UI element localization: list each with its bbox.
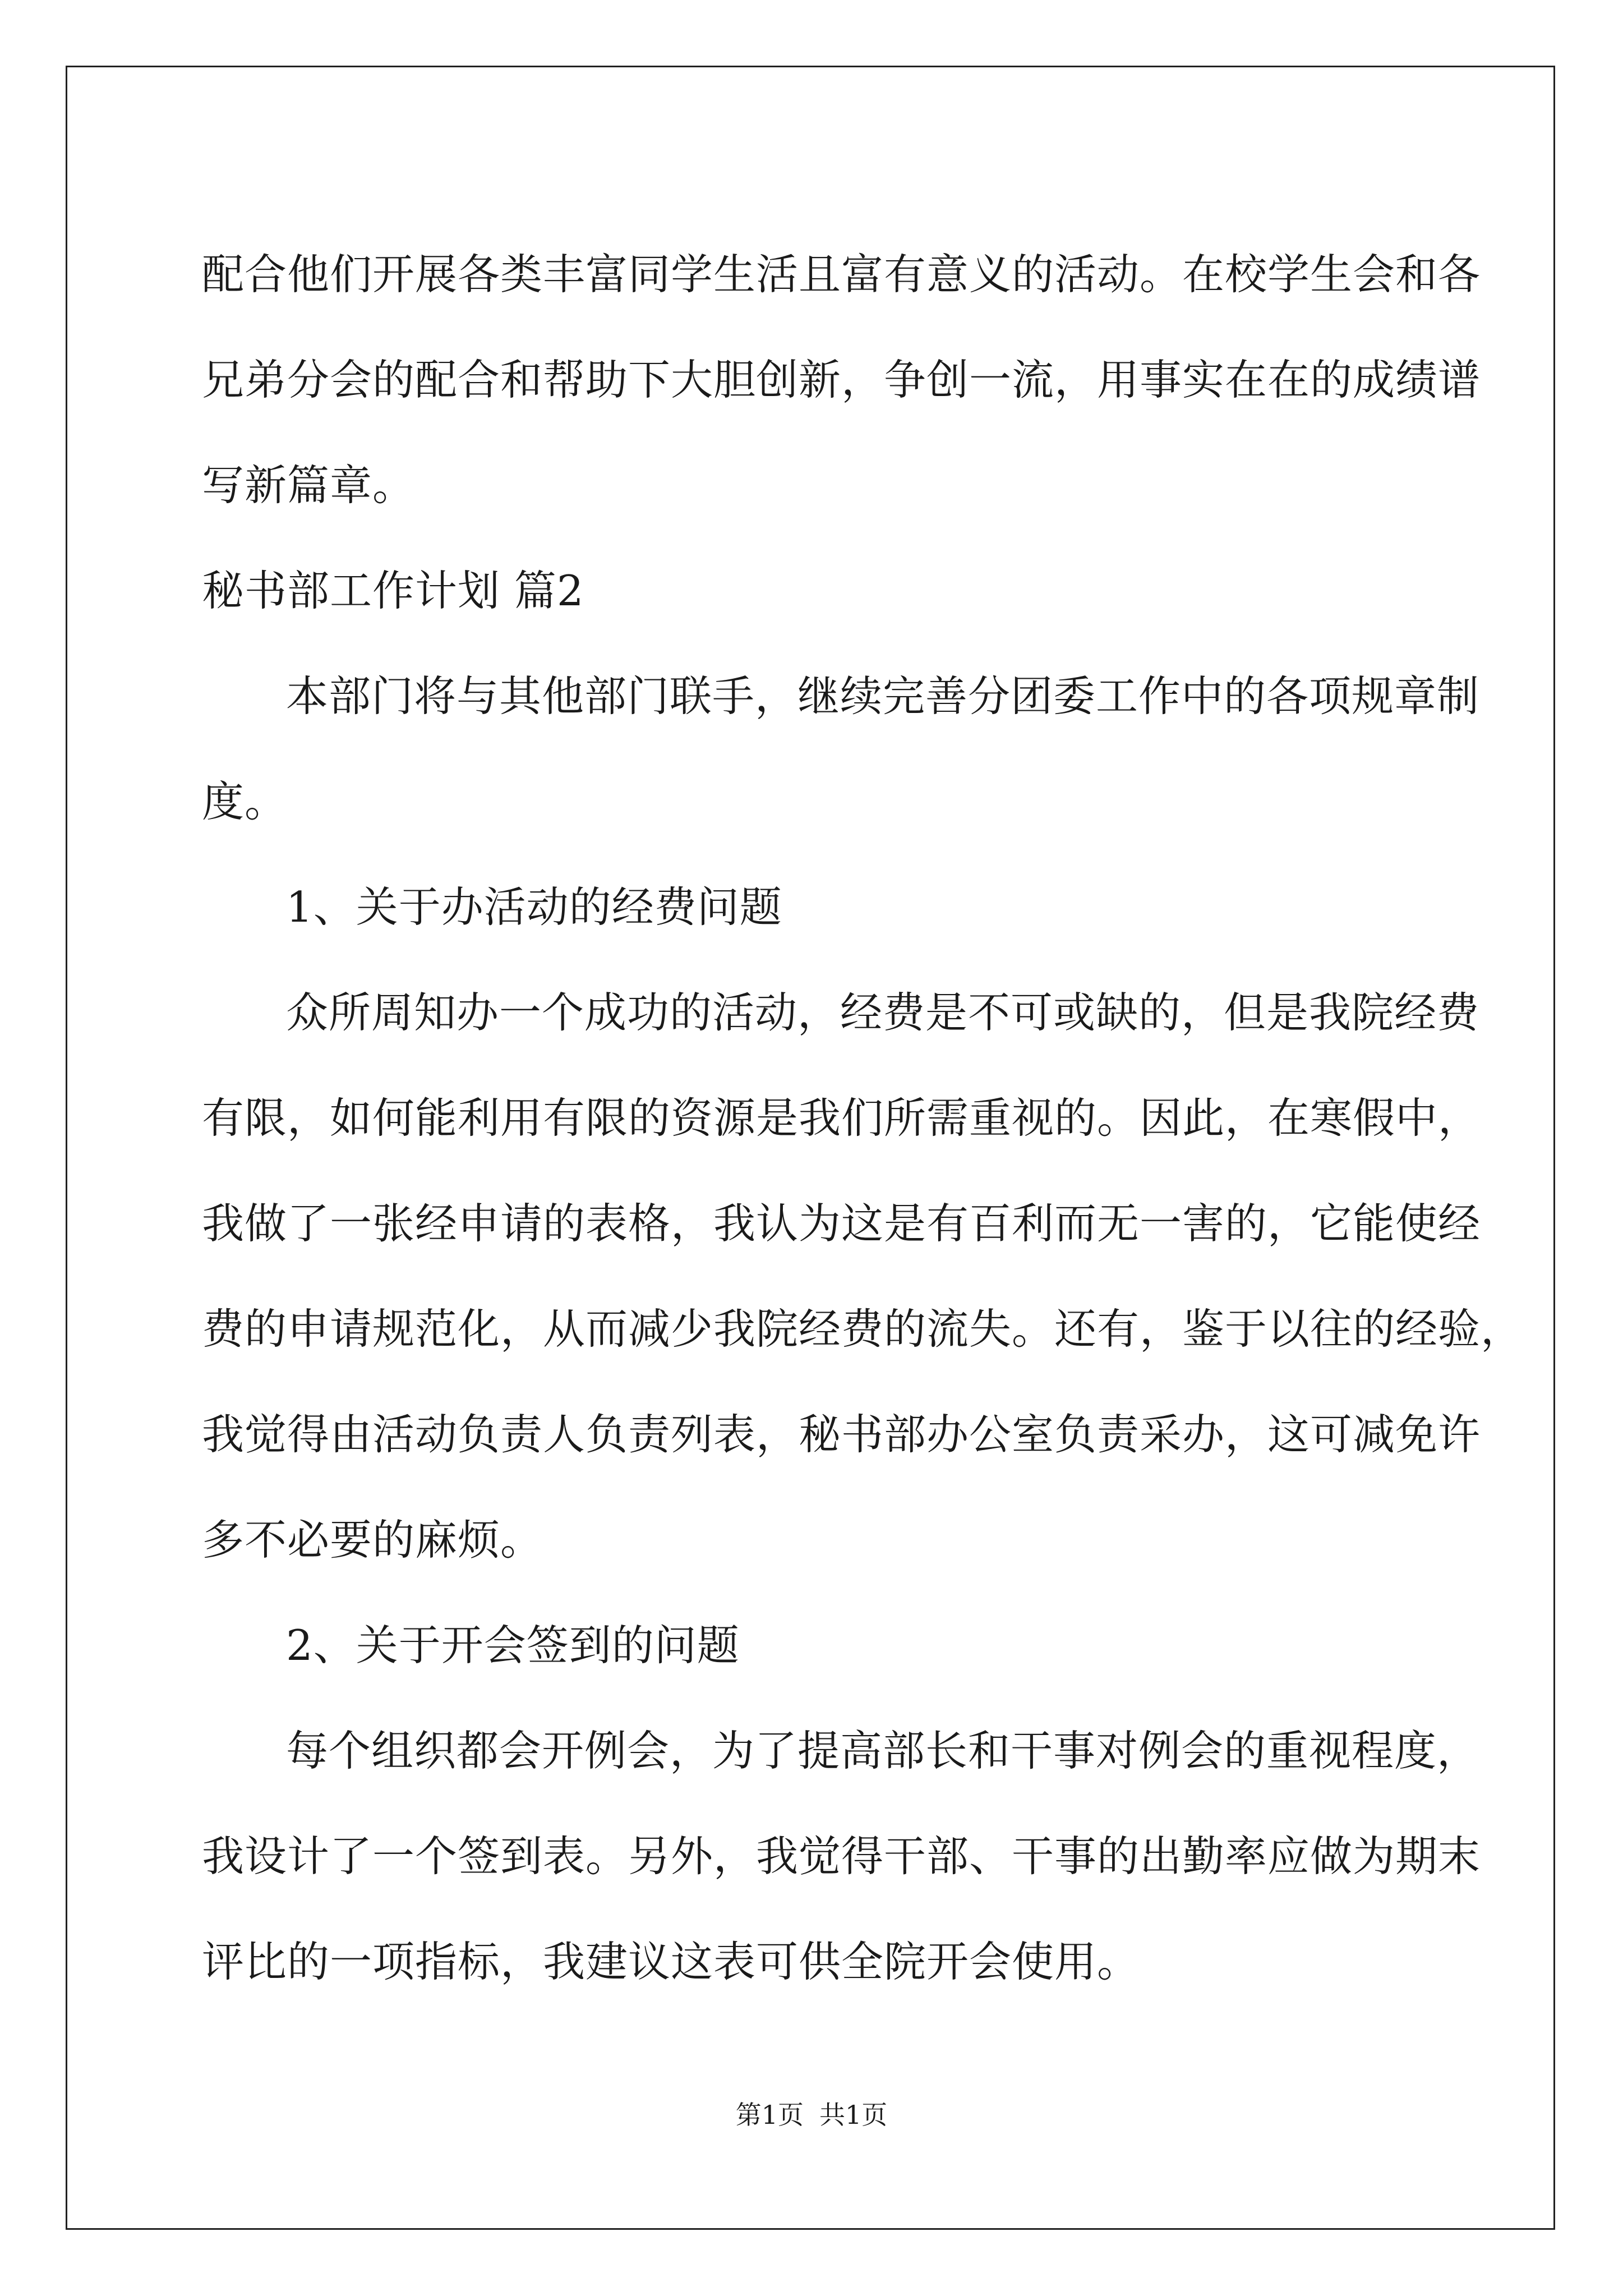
paragraph-line: 兄弟分会的配合和帮助下大胆创新，争创一流，用事实在在的成绩谱	[202, 355, 1481, 404]
subsection-heading: 2、关于开会签到的问题	[286, 1621, 740, 1670]
paragraph-line: 我觉得由活动负责人负责列表，秘书部办公室负责采办，这可减免许	[202, 1410, 1481, 1459]
paragraph-line: 我做了一张经申请的表格，我认为这是有百利而无一害的，它能使经	[202, 1199, 1481, 1248]
section-heading: 秘书部工作计划 篇2	[202, 566, 584, 615]
paragraph-line: 配合他们开展各类丰富同学生活且富有意义的活动。在校学生会和各	[202, 250, 1481, 299]
page-total: 共1页	[819, 2100, 888, 2130]
page-number: 第1页	[735, 2100, 804, 2130]
paragraph-line: 我设计了一个签到表。另外，我觉得干部、干事的出勤率应做为期末	[202, 1832, 1481, 1881]
paragraph-line: 本部门将与其他部门联手，继续完善分团委工作中的各项规章制	[286, 671, 1480, 721]
paragraph-line: 评比的一项指标，我建议这表可供全院开会使用。	[202, 1937, 1140, 1986]
paragraph-line: 有限，如何能利用有限的资源是我们所需重视的。因此，在寒假中，	[202, 1093, 1481, 1143]
subsection-heading: 1、关于办活动的经费问题	[286, 882, 782, 932]
paragraph-line: 费的申请规范化，从而减少我院经费的流失。还有，鉴于以往的经验，	[202, 1304, 1524, 1354]
paragraph-line: 多不必要的麻烦。	[202, 1515, 543, 1565]
paragraph-line: 众所周知办一个成功的活动，经费是不可或缺的，但是我院经费	[286, 988, 1480, 1037]
paragraph-line: 度。	[202, 777, 288, 826]
document-body	[202, 222, 1524, 2014]
page-footer	[0, 2098, 1623, 2132]
paragraph-line: 写新篇章。	[202, 461, 416, 510]
paragraph-line: 每个组织都会开例会，为了提高部长和干事对例会的重视程度，	[286, 1726, 1480, 1775]
